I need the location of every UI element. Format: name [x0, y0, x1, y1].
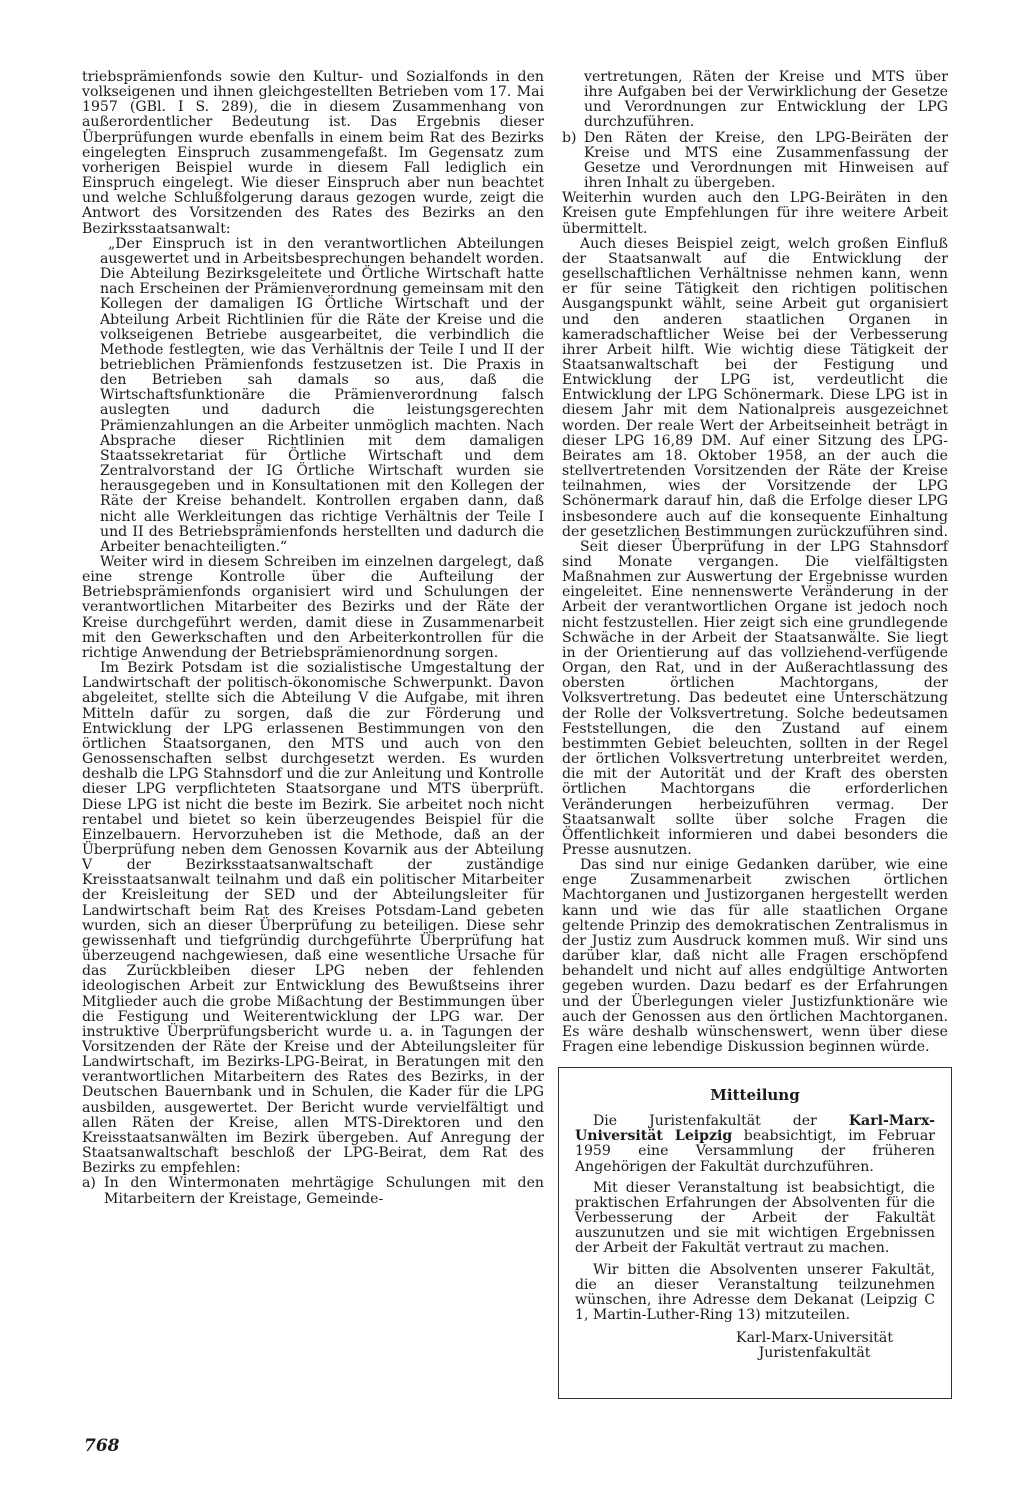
list-item-a-cont-text: vertretungen, Räten der Kreise und MTS über ihre Aufgaben bei der Verwirklichung der Gesetze und Verordnungen zur Entwicklung der LPG durchzuführen.	[584, 69, 948, 131]
right-paragraph-4: Das sind nur einige Gedanken darüber, wie eine enge Zusammenarbeit zwischen örtlichen Machtorganen und Justizorganen hergestellt werden kann und wie das für alle staatlichen Organe geltende Prinzip des demokratischen Zentralismus in der Justiz zum Ausdruck kommen muß. Wir sind uns darüber klar, daß nicht alle Fragen erschöpfend behandelt und nicht auf alles endgültige Antworten gegeben wurden. Dazu bedarf es der Erfahrungen und der Überlegungen vieler Justizfunktionäre wie auch der Genossen aus den örtlichen Machtorganen. Es wäre deshalb wünschenswert, wenn über diese Fragen eine lebendige Diskussion beginnen würde.	[562, 857, 948, 1055]
notice-paragraph-2: Mit dieser Veranstaltung ist beabsichtigt, die praktischen Erfahrungen der Absolventen für die Verbesserung der Arbeit der Fakultät auszunutzen und sie mit wichtigen Ergebnissen der Arbeit der Fakultät vertraut zu machen.	[575, 1179, 935, 1257]
left-paragraph-3: Im Bezirk Potsdam ist die sozialistische Umgestaltung der Landwirtschaft der politisch-ökonomische Schwerpunkt. Davon abgeleitet, stellte sich die Abteilung V die Aufgabe, mit ihren Mitteln dafür zu sorgen, daß die zur Förderung und Entwicklung der LPG erlassenen Bestimmungen von den örtlichen Staatsorganen, den MTS und auch von den Genossenschaften selbst durchgesetzt werden. Es wurden deshalb die LPG Stahnsdorf und die zur Anleitung und Kontrolle dieser LPG verpflichteten Staatsorgane und MTS überprüft. Diese LPG ist nicht die beste im Bezirk. Sie arbeitet noch nicht rentabel und bietet so kein überzeugendes Beispiel für die Einzelbauern. Hervorzuheben ist die Methode, daß an der Überprüfung neben dem Genossen Kovarnik aus der Abteilung V der Bezirksstaatsanwaltschaft der zuständige Kreisstaatsanwalt teilnahm und daß ein politischer Mitarbeiter der Kreisleitung der SED und der Abteilungsleiter für Landwirtschaft beim Rat des Kreises Potsdam-Land gebeten wurden, sich an dieser Überprüfung zu beteiligen. Diese sehr gewissenhaft und tiefgründig durchgeführte Überprüfung hat überzeugend nachgewiesen, daß eine wesentliche Ursache für das Zurückbleiben dieser LPG neben der fehlenden ideologischen Arbeit zur Entwicklung des Bewußtseins ihrer Mitglieder auch die grobe Mißachtung der Bestimmungen über die Festigung und Weiterentwicklung der LPG war. Der instruktive Überprüfungsbericht wurde u. a. in Tagungen der Vorsitzenden der Räte der Kreise und der Abteilungsleiter für Landwirtschaft, im Bezirks-LPG-Beirat, in Beratungen mit den verantwortlichen Mitarbeitern des Rates des Bezirks, in der Deutschen Bauernbank und in Schulen, die Kader für die LPG ausbilden, ausgewertet. Der Bericht wurde vervielfältigt und allen Räten der Kreise, allen MTS-Direktoren und den Kreisstaatsanwälten im Bezirk übergeben. Auf Anregung der Staatsanwaltschaft beschloß der LPG-Beirat, dem Rat des Bezirks zu empfehlen:	[82, 660, 544, 1177]
university-name: Karl-Marx-Universität Leipzig	[575, 1113, 935, 1145]
notice-paragraph-3: Wir bitten die Absolventen unserer Fakultät, die an dieser Veranstaltung teilzunehmen wünschen, ihre Adresse dem Dekanat (Leipzig C 1, Martin-Luther-Ring 13) mitzuteilen.	[575, 1261, 935, 1324]
right-column	[562, 70, 948, 1055]
left-paragraph-2: Weiter wird in diesem Schreiben im einzelnen dargelegt, daß eine strenge Kontrolle über die Aufteilung der Betriebsprämienfonds organisiert wird und Schulungen der verantwortlichen Mitarbeiter des Bezirks und der Räte der Kreise durchgeführt werden, damit diese in Zusammenarbeit mit den Gewerkschaften und den Arbeiterkontrollen für die richtige Anwendung der Betriebsprämienordnung sorgen.	[82, 554, 544, 661]
right-paragraph-2: Auch dieses Beispiel zeigt, welch großen Einfluß der Staatsanwalt auf die Entwicklung der gesellschaftlichen Verhältnisse nehmen kann, wenn er für seine Tätigkeit den richtigen politischen Ausgangspunkt wählt, seine Arbeit gut organisiert und den anderen staatlichen Organen in kameradschaftlicher Weise bei der Verbesserung ihrer Arbeit hilft. Wie wichtig diese Tätigkeit der Staatsanwaltschaft bei der Festigung und Entwicklung der LPG ist, verdeutlicht die Entwicklung der LPG Schönermark. Diese LPG ist in diesem Jahr mit dem Nationalpreis ausgezeichnet worden. Der reale Wert der Arbeitseinheit beträgt in dieser LPG 16,89 DM. Auf einer Sitzung des LPG-Beirates am 18. Oktober 1958, an der auch die stellvertretenden Vorsitzenden der Räte der Kreise teilnahmen, wies der Vorsitzende der LPG Schönermark darauf hin, daß die Erfolge dieser LPG insbesondere auch auf die konsequente Einhaltung der gesetzlichen Bestimmungen zurückzuführen sind.	[562, 235, 948, 540]
page-number: 768	[84, 1436, 120, 1456]
right-paragraph-1: Weiterhin wurden auch den LPG-Beiräten in den Kreisen gute Empfehlungen für ihre weitere Arbeit übermittelt.	[562, 190, 948, 237]
notice-signature	[575, 1331, 935, 1361]
left-column	[82, 70, 544, 1207]
notice-box	[558, 1067, 952, 1399]
list-marker-a: a)	[82, 1175, 96, 1192]
signature-line-1: Karl-Marx-Universität	[736, 1330, 893, 1347]
list-item-b	[562, 131, 948, 192]
quote-text: „Der Einspruch ist in den verantwortlichen Abteilungen ausgewertet und in Arbeitsbesprechungen behandelt worden. Die Abteilung Bezirksgeleitete und Örtliche Wirtschaft hatte nach Erscheinen der Prämienverordnung gemeinsam mit den Kollegen der damaligen IG Örtliche Wirtschaft und der Abteilung Arbeit Richtlinien für die Räte der Kreise und die volkseigenen Betriebe ausgearbeitet, die verbindlich die Methode festlegten, wie das Verhältnis der Teile I und II der betrieblichen Prämienfonds festzusetzen ist. Die Praxis in den Betrieben sah damals so aus, daß die Wirtschaftsfunktionäre die Prämienverordnung falsch auslegten und dadurch die leistungsgerechten Prämienzahlungen an die Arbeiter unmöglich machten. Nach Absprache dieser Richtlinien mit dem damaligen Staatssekretariat für Örtliche Wirtschaft und dem Zentralvorstand der IG Örtliche Wirtschaft wurden sie herausgegeben und in Konsultationen mit den Kollegen der Räte der Kreise behandelt. Kontrollen ergaben dann, daß nicht alle Werkleitungen das richtige Verhältnis der Teile I und II des Betriebsprämienfonds herstellten und dadurch die Arbeiter benachteiligten.“	[100, 235, 544, 555]
list-item-a	[82, 1176, 544, 1206]
signature-line-2: Juristenfakultät	[758, 1345, 871, 1362]
notice-title: Mitteilung	[710, 1086, 800, 1104]
list-marker-b: b)	[562, 129, 577, 146]
left-paragraph-1: triebsprämienfonds sowie den Kultur- und Sozialfonds in den volkseigenen und ihnen gleichgestellten Betrieben vom 17. Mai 1957 (GBl. I S. 289), die in diesem Zusammenhang von außerordentlicher Bedeutung ist. Das Ergebnis dieser Überprüfungen wurde ebenfalls in einem beim Rat des Bezirks eingelegten Einspruch zusammengefaßt. Im Gegensatz zum vorherigen Beispiel wurde in diesem Fall lediglich ein Einspruch eingelegt. Wie dieser Einspruch aber nun beachtet und welche Schlußfolgerung daraus gezogen wurde, zeigt die Antwort des Vorsitzenden des Rates des Bezirks an den Bezirksstaatsanwalt:	[82, 69, 544, 237]
list-item-b-text: Den Räten der Kreise, den LPG-Beiräten der Kreise und MTS eine Zusammenfassung der Gesetze und Verordnungen mit Hinweisen auf ihren Inhalt zu übergeben.	[584, 129, 948, 192]
quoted-reply	[100, 237, 544, 555]
notice-paragraph-1: Die Juristenfakultät der Karl-Marx-Universität Leipzig beabsichtigt, im Februar 1959 eine Versammlung der früheren Angehörigen der Fakultät durchzuführen.	[575, 1113, 935, 1175]
right-paragraph-3: Seit dieser Überprüfung in der LPG Stahnsdorf sind Monate vergangen. Die vielfältigsten Maßnahmen zur Auswertung der Ergebnisse wurden eingeleitet. Eine nennenswerte Veränderung in der Arbeit der verantwortlichen Organe ist jedoch noch nicht festzustellen. Hier zeigt sich eine grundlegende Schwäche in der Arbeit der Staatsanwälte. Sie liegt in der Orientierung auf das vollziehend-verfügende Organ, den Rat, und in der Außerachtlassung des obersten örtlichen Machtorgans, der Volksvertretung. Das bedeutet eine Unterschätzung der Rolle der Volksvertretung. Solche bedeutsamen Feststellungen, die den Zustand auf einem bestimmten Gebiet beleuchten, sollten in der Regel der örtlichen Volksvertretung unterbreitet werden, die mit der Autorität und der Kraft des obersten örtlichen Machtorgans die erforderlichen Veränderungen herbeizuführen vermag. Der Staatsanwalt sollte über solche Fragen die Öffentlichkeit informieren und dabei besonders die Presse ausnutzen.	[562, 538, 948, 858]
list-item-a-continued	[562, 70, 948, 131]
list-item-a-text: In den Wintermonaten mehrtägige Schulungen mit den Mitarbeitern der Kreistage, Gemeinde-	[104, 1175, 544, 1207]
